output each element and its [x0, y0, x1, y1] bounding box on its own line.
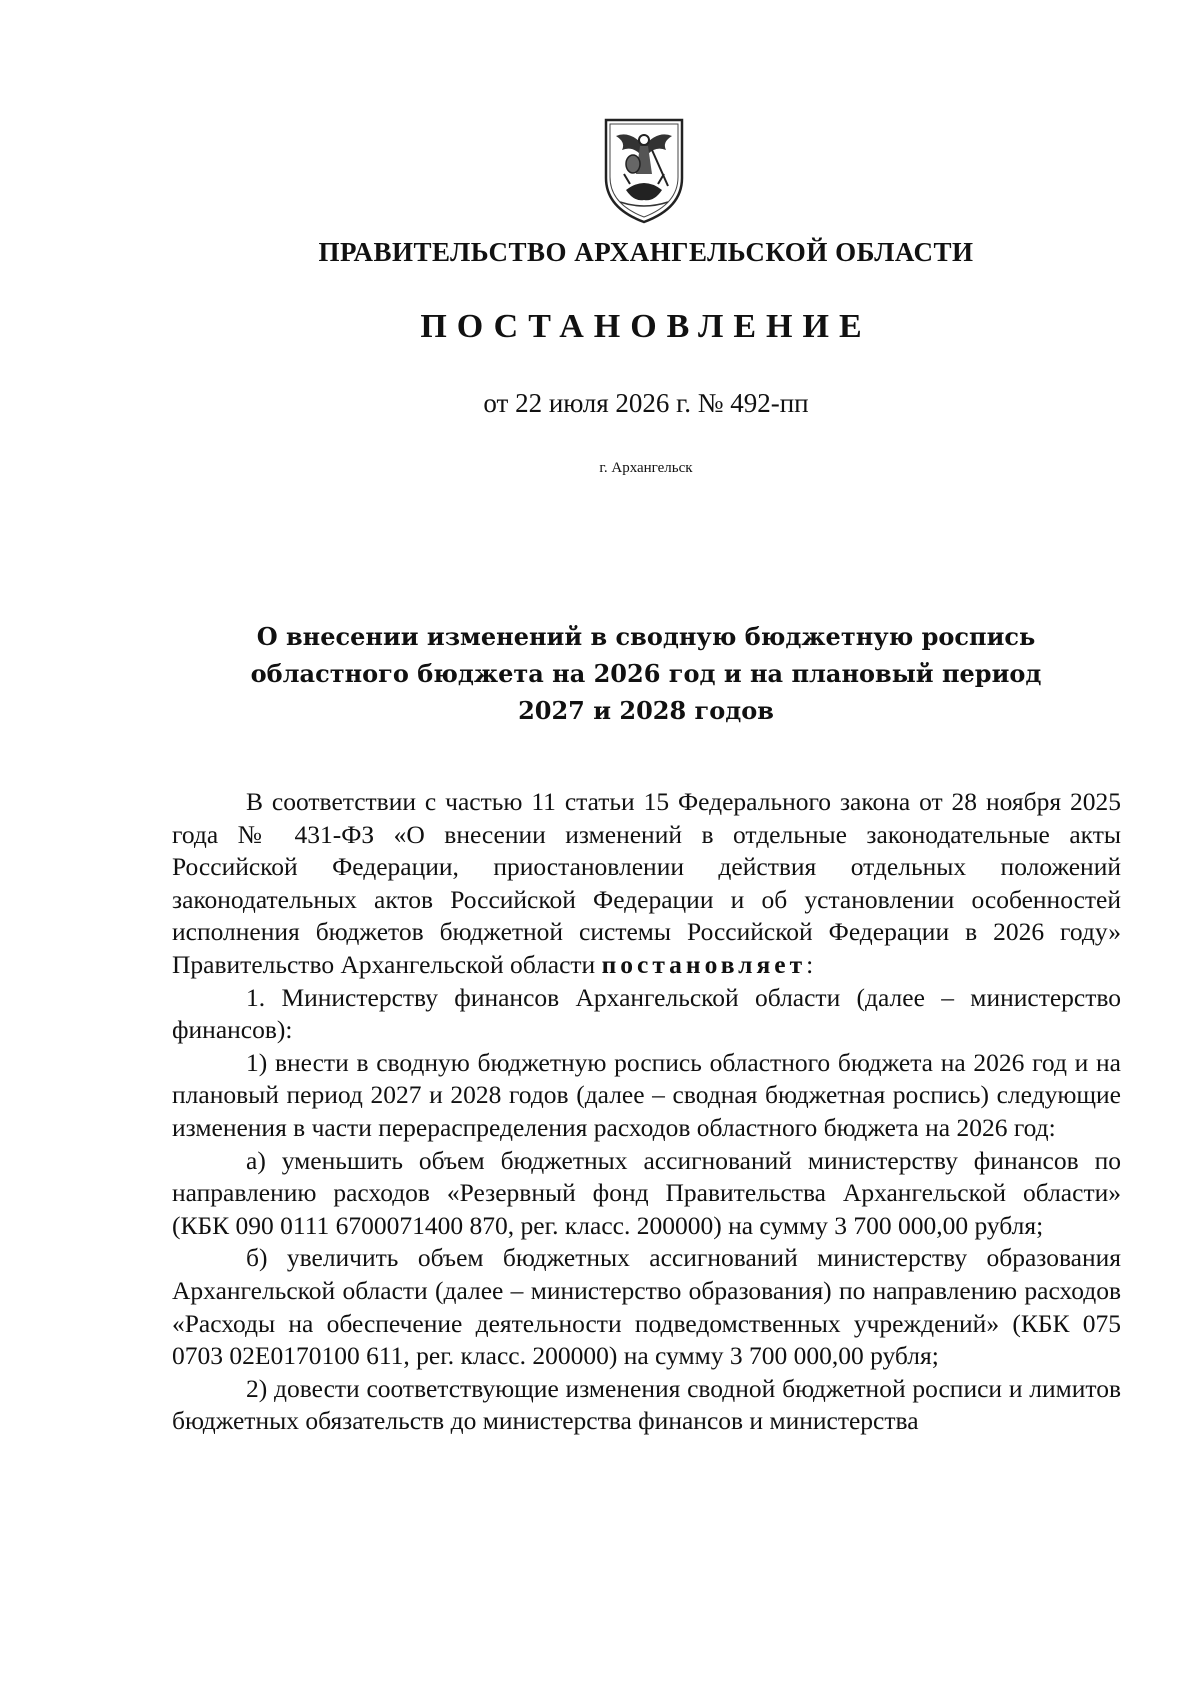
preamble-paragraph — [172, 786, 1121, 982]
subject-line: О внесении изменений в сводную бюджетную роспись — [256, 622, 1036, 651]
subject-line: областного бюджета на 2026 год и на плановый период — [250, 659, 1042, 688]
date-and-number: от 22 июля 2026 г. № 492-пп — [483, 388, 809, 418]
document-type: ПОСТАНОВЛЕНИЕ — [420, 308, 872, 345]
paragraph-item-1: 1. Министерству финансов Архангельской области (далее – министерство финансов): — [172, 982, 1121, 1045]
paragraph-item-1-1: 1) внести в сводную бюджетную роспись областного бюджета на 2026 год и на плановый период 2027 и 2028 годов (далее – сводная бюджетная роспись) следующие изменения в части перераспределения расходов областного бюджета на 2026 год: — [172, 1047, 1121, 1142]
city: г. Архангельск — [599, 460, 693, 476]
preamble-text: В соответствии с частью 11 статьи 15 Федерального закона от 28 ноября 2025 года № 431-ФЗ «О внесении изменений в отдельные законодательные акты Российской Федерации, приостановлении действия отдельных положений законодательных актов Российской Федерации и об установлении особенностей исполнения бюджетов бюджетной системы Российской Федерации в 2026 году» Правительство Архангельской области — [172, 787, 1121, 979]
government-name: ПРАВИТЕЛЬСТВО АРХАНГЕЛЬСКОЙ ОБЛАСТИ — [318, 237, 974, 267]
arkhangelsk-coat-of-arms-icon — [600, 116, 688, 226]
document-body — [172, 786, 1121, 1438]
subject-line: 2027 и 2028 годов — [518, 696, 774, 725]
decrees-word: постановляет — [601, 949, 807, 979]
paragraph-item-1-1-a: а) уменьшить объем бюджетных ассигнований министерству финансов по направлению расходов «Резервный фонд Правительства Архангельской области» (КБК 090 0111 6700071400 870, рег. класс. 200000) на сумму 3 700 000,00 рубля; — [172, 1145, 1121, 1240]
paragraph-item-1-2: 2) довести соответствующие изменения сводной бюджетной росписи и лимитов бюджетных обязательств до министерства финансов и министерства — [172, 1373, 1121, 1436]
document-subject — [236, 618, 1056, 729]
decrees-colon: : — [806, 949, 814, 979]
paragraph-item-1-1-b: б) увеличить объем бюджетных ассигнований министерству образования Архангельской области (далее – министерство образования) по направлению расходов «Расходы на обеспечение деятельности подведомственных учреждений» (КБК 075 0703 02Е0170100 611, рег. класс. 200000) на сумму 3 700 000,00 рубля; — [172, 1243, 1121, 1371]
